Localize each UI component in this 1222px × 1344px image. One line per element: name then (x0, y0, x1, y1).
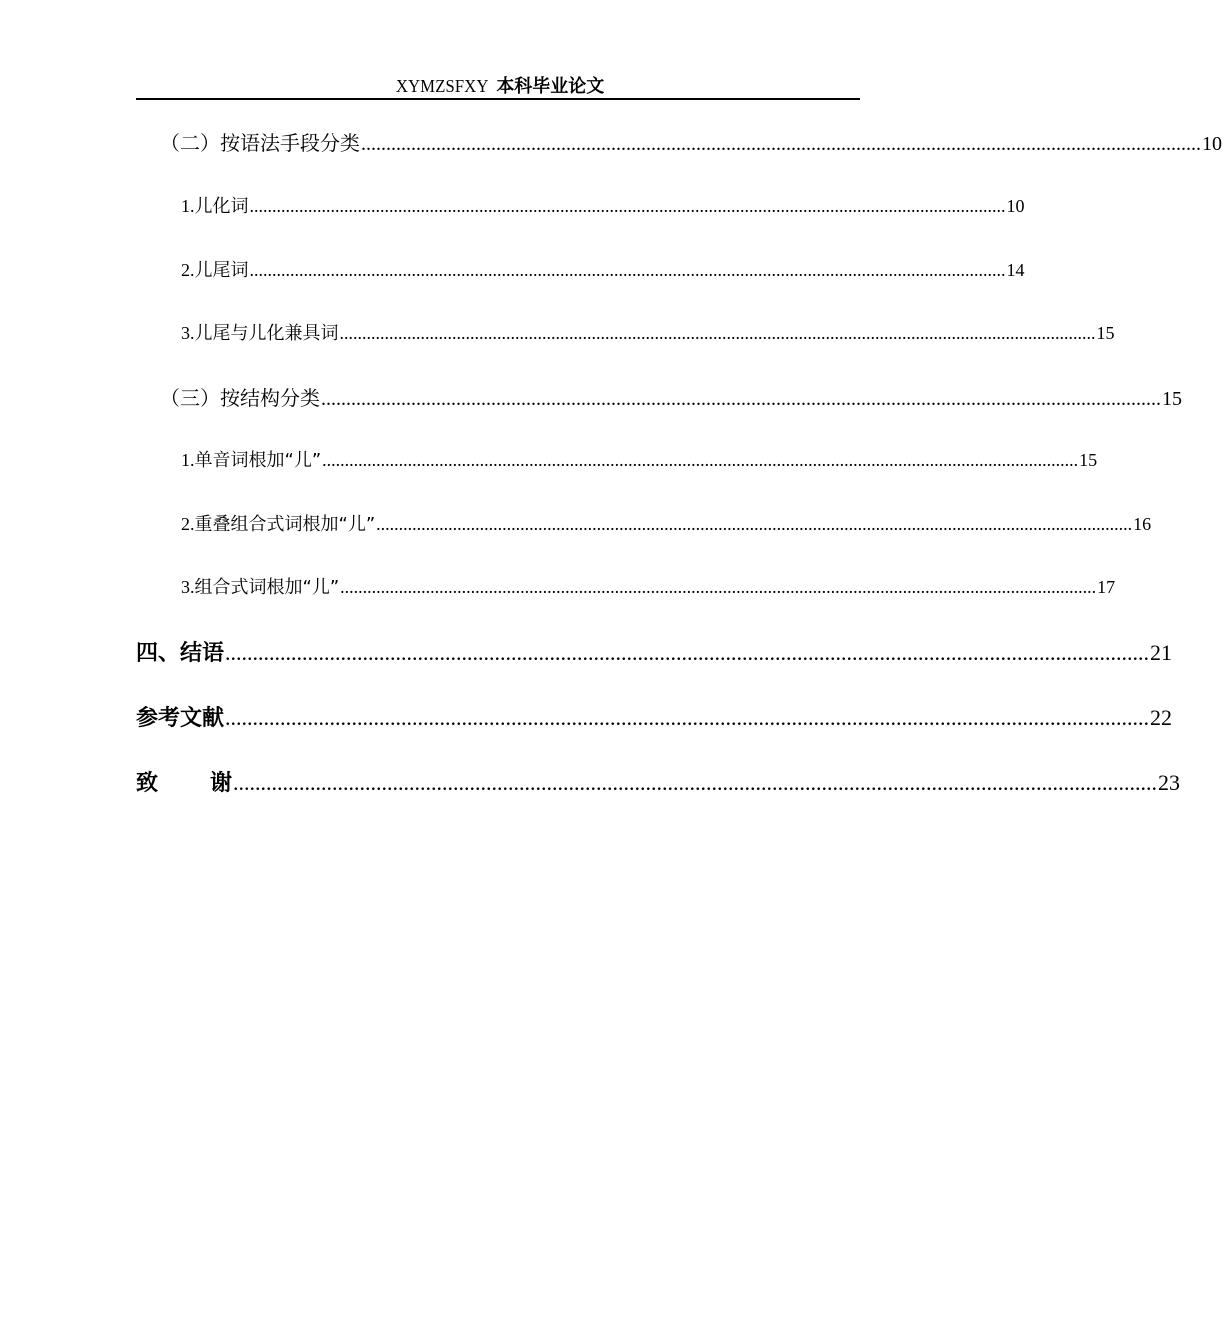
toc-entry-page: 14 (1006, 260, 1025, 280)
toc-entry[interactable] (160, 382, 1182, 411)
toc-entry-text: 儿尾词 (194, 260, 249, 281)
toc-entry-title: （三）按结构分类 (160, 386, 320, 410)
toc-entry-page: 10 (1202, 133, 1222, 155)
toc-entry-text: 重叠组合式词根加“儿” (194, 514, 376, 535)
toc-entry-text: 儿化词 (194, 196, 249, 217)
toc-entry[interactable] (181, 446, 1098, 472)
toc-entry-page: 15 (1096, 323, 1115, 343)
toc-entry-title (181, 256, 249, 282)
toc-entry[interactable] (160, 127, 1222, 156)
dot-leader: ........................................................................................................................................................................ (340, 577, 1097, 597)
toc-entry[interactable] (181, 256, 1025, 282)
toc-entry-title-part: 谢 (210, 771, 233, 796)
dot-leader: ........................................................................................................................................................................ (225, 705, 1150, 730)
toc-entry-title: 参考文献 (136, 706, 225, 731)
toc-entry-title (136, 766, 232, 797)
toc-entry-number: 1. (181, 450, 195, 470)
toc-entry-title (181, 319, 339, 345)
toc-entry-text: 组合式词根加“儿” (194, 577, 340, 598)
dot-leader: ........................................................................................................................................................................ (233, 770, 1158, 795)
header-label: 本科毕业论文 (496, 76, 605, 97)
toc-entry-number: 1. (181, 196, 195, 216)
dot-leader: ........................................................................................................................................................................ (322, 450, 1079, 470)
toc-entry[interactable] (181, 510, 1152, 536)
dot-leader: ........................................................................................................................................................................ (321, 388, 1161, 410)
toc-entry-title (181, 510, 375, 536)
header-code: XYMZSFXY (395, 76, 489, 96)
toc-entry-page: 23 (1158, 770, 1181, 795)
toc-entry-number: 2. (181, 514, 195, 534)
toc-entry[interactable] (181, 192, 1025, 218)
toc-chapter-entry[interactable] (136, 636, 1173, 667)
toc-entry-number: 3. (181, 577, 195, 597)
toc-entry-title (181, 573, 339, 599)
toc-entry-page: 22 (1150, 705, 1173, 730)
dot-leader: ........................................................................................................................................................................ (339, 323, 1096, 343)
dot-leader: ........................................................................................................................................................................ (361, 133, 1201, 155)
toc-entry-page: 15 (1162, 388, 1182, 410)
toc-entry-title: （二）按语法手段分类 (160, 131, 360, 155)
toc-entry[interactable] (181, 573, 1116, 599)
toc-entry-page: 15 (1079, 450, 1098, 470)
dot-leader: ........................................................................................................................................................................ (225, 640, 1150, 665)
toc-entry-text: 儿尾与儿化兼具词 (194, 323, 339, 344)
toc-entry-page: 10 (1006, 196, 1025, 216)
toc-entry-title (181, 192, 249, 218)
toc-entry-title: 四、结语 (136, 641, 225, 666)
toc-entry-page: 21 (1150, 640, 1173, 665)
toc-entry[interactable] (181, 319, 1115, 345)
toc-entry-number: 2. (181, 260, 195, 280)
toc-chapter-entry[interactable] (136, 766, 1181, 797)
toc-chapter-entry[interactable] (136, 701, 1173, 732)
toc-entry-page: 16 (1133, 514, 1152, 534)
dot-leader: ........................................................................................................................................................................ (376, 514, 1133, 534)
dot-leader: ........................................................................................................................................................................ (249, 196, 1006, 216)
dot-leader: ........................................................................................................................................................................ (249, 260, 1006, 280)
toc-entry-text: 单音词根加“儿” (194, 450, 322, 471)
toc-entry-number: 3. (181, 323, 195, 343)
toc-entry-title-part: 致 (136, 771, 159, 796)
toc-entry-title (181, 446, 321, 472)
toc-entry-page: 17 (1097, 577, 1116, 597)
